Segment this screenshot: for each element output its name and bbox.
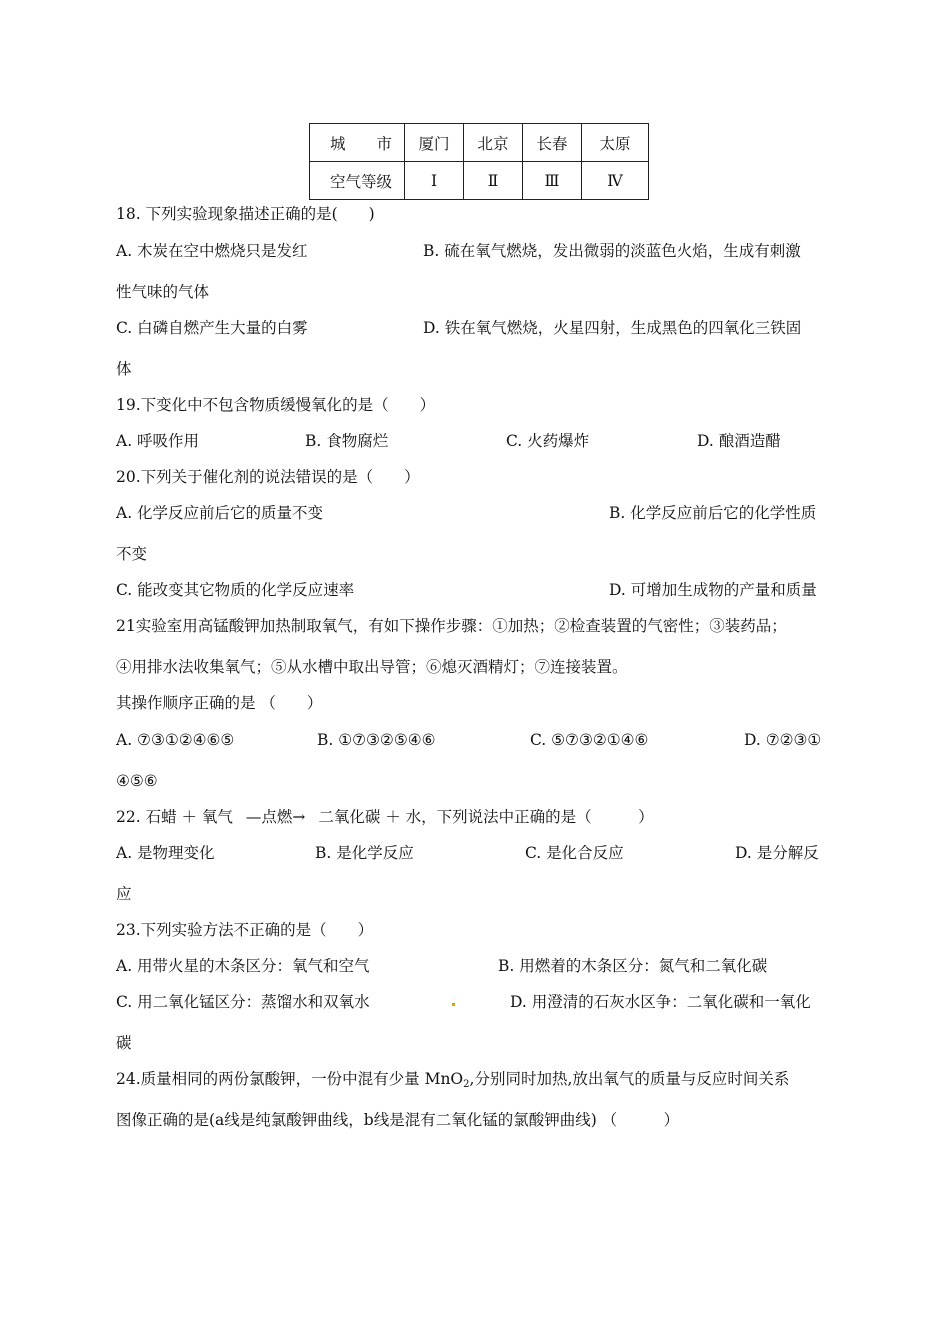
question-21-stem-line3: 其操作顺序正确的是 （ ） [116,694,323,712]
question-18-stem: 18. 下列实验现象描述正确的是( ) [116,205,375,223]
table-cell: Ⅳ [582,162,649,200]
option-b: B. ①⑦③②⑤④⑥ [317,731,436,749]
reaction-products: 二氧化碳 ＋ 水，下列说法中正确的是（ ） [318,808,654,826]
option-d: D. 是分解反 [735,844,819,862]
option-d: D. 酿酒造醋 [697,432,781,450]
table-row [310,162,649,200]
option-b: B. 化学反应前后它的化学性质 [609,504,817,522]
table-cell: 北京 [464,124,523,162]
option-d: D. 铁在氧气燃烧，火星四射，生成黑色的四氧化三铁固 [423,319,802,337]
option-a: A. 用带火星的木条区分：氧气和空气 [116,957,370,975]
option-d-continued: 碳 [116,1034,132,1052]
question-22-stem [116,807,654,827]
question-24-stem [116,1069,789,1095]
question-23-stem: 23.下列实验方法不正确的是（ ） [116,921,374,939]
reaction-arrow: —点燃→ [245,808,306,826]
option-c: C. 用二氧化锰区分：蒸馏水和双氧水 [116,993,370,1011]
option-b-continued: 性气味的气体 [116,283,210,301]
option-c: C. 是化合反应 [525,844,624,862]
option-a: A. 呼吸作用 [116,432,200,450]
question-21-stem: 21实验室用高锰酸钾加热制取氧气，有如下操作步骤：①加热；②检查装置的气密性；③装药品； [116,617,787,635]
option-c: C. 火药爆炸 [506,432,590,450]
reaction-reactants: 22. 石蜡 ＋ 氧气 [116,808,233,826]
table-cell: 长春 [523,124,582,162]
table-cell: 厦门 [405,124,464,162]
table-cell: 城 市 [310,124,405,162]
table-cell: 空气等级 [310,162,405,200]
option-c: C. 能改变其它物质的化学反应速率 [116,581,355,599]
table-cell: Ⅱ [464,162,523,200]
air-quality-table [309,123,649,200]
option-b: B. 硫在氧气燃烧，发出微弱的淡蓝色火焰，生成有刺激 [423,242,801,260]
option-d: D. 用澄清的石灰水区争：二氧化碳和一氧化 [510,993,811,1011]
option-a: A. 木炭在空中燃烧只是发红 [116,242,308,260]
option-a: A. 是物理变化 [116,844,215,862]
question-24-text-cont: ,分别同时加热,放出氧气的质量与反应时间关系 [469,1070,790,1088]
subscript: 2 [463,1079,470,1090]
question-24-stem-line2: 图像正确的是(a线是纯氯酸钾曲线，b线是混有二氧化锰的氯酸钾曲线) （ ） [116,1111,680,1129]
option-b: B. 食物腐烂 [305,432,389,450]
option-d-continued: 体 [116,360,132,378]
option-c: C. ⑤⑦③②①④⑥ [530,731,649,749]
option-c: C. 白磷自燃产生大量的白雾 [116,319,308,337]
option-d-continued: 应 [116,885,132,903]
option-b: B. 是化学反应 [315,844,414,862]
table-cell: 太原 [582,124,649,162]
question-20-stem: 20.下列关于催化剂的说法错误的是（ ） [116,468,420,486]
table-row [310,124,649,162]
question-19-stem: 19.下变化中不包含物质缓慢氧化的是（ ） [116,396,436,414]
option-a: A. ⑦③①②④⑥⑤ [116,731,235,749]
option-b: B. 用燃着的木条区分：氮气和二氧化碳 [498,957,768,975]
option-d: D. ⑦②③① [744,731,822,749]
option-a: A. 化学反应前后它的质量不变 [116,504,324,522]
table-cell: Ⅲ [523,162,582,200]
question-24-text: 24.质量相同的两份氯酸钾，一份中混有少量 MnO [116,1070,464,1088]
option-b-continued: 不变 [116,545,148,563]
question-21-stem-line2: ④用排水法收集氧气；⑤从水槽中取出导管；⑥熄灭酒精灯；⑦连接装置。 [116,658,628,676]
table-cell: Ⅰ [405,162,464,200]
stray-dot [452,1003,455,1006]
option-d: D. 可增加生成物的产量和质量 [609,581,817,599]
option-d-continued: ④⑤⑥ [116,772,158,790]
